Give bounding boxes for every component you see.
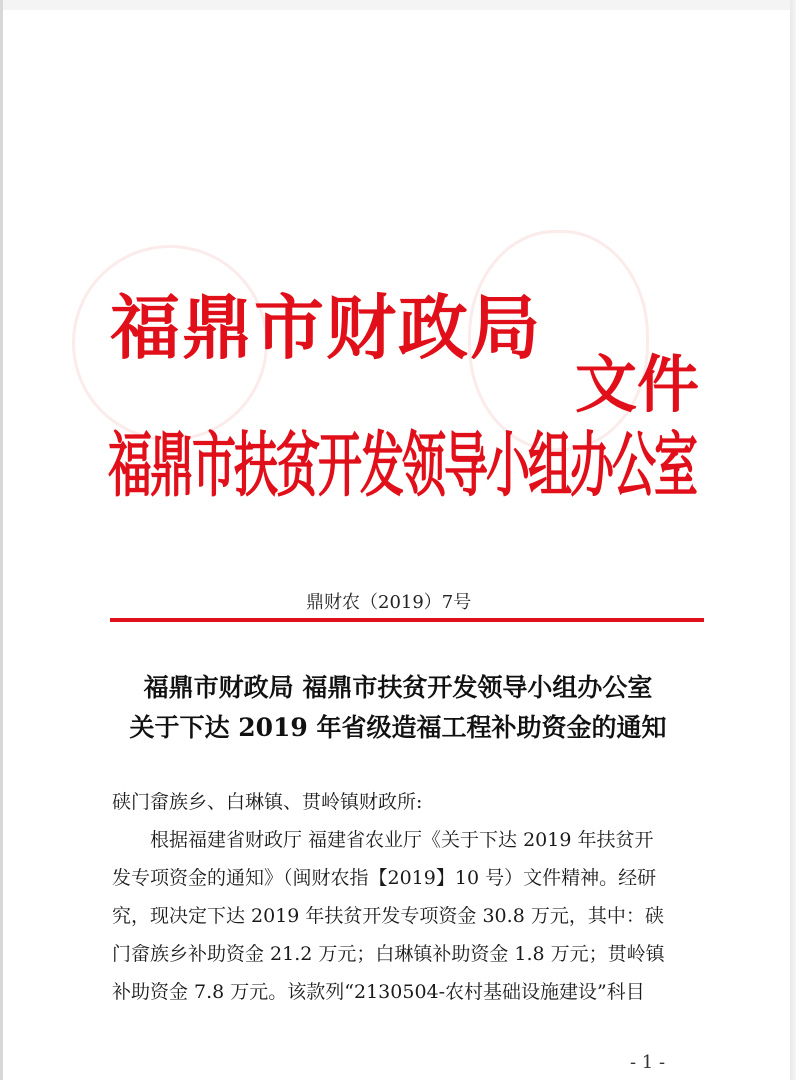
- body-line: 补助资金 7.8 万元。该款列“2130504-农村基础设施建设”科目: [112, 981, 645, 1003]
- document-title-line-1: 福鼎市财政局 福鼎市扶贫开发领导小组办公室: [143, 673, 653, 702]
- document-number: 鼎财农（2019）7号: [306, 592, 472, 613]
- red-divider-line: [110, 618, 704, 622]
- scan-edge-top: [0, 0, 796, 10]
- letterhead-line-1: 福鼎市财政局: [110, 286, 542, 369]
- letterhead-suffix: 文件: [575, 348, 700, 421]
- body-line: 发专项资金的通知》（闽财农指【2019】10 号）文件精神。经研: [112, 867, 657, 889]
- body-line: 根据福建省财政厅 福建省农业厅《关于下达 2019 年扶贫开: [112, 829, 654, 851]
- recipients: 硖门畲族乡、白琳镇、贯岭镇财政所:: [112, 791, 423, 813]
- letterhead-line-2: 福鼎市扶贫开发领导小组办公室: [108, 425, 696, 508]
- page-number: - 1 -: [630, 1052, 666, 1073]
- body-paragraph: [112, 821, 702, 1011]
- document-title-line-2: 关于下达 2019 年省级造福工程补助资金的通知: [129, 713, 667, 742]
- body-line: 究，现决定下达 2019 年扶贫开发专项资金 30.8 万元，其中：硖: [112, 905, 664, 927]
- scan-edge-right: [790, 0, 796, 1080]
- body-line: 门畲族乡补助资金 21.2 万元；白琳镇补助资金 1.8 万元；贯岭镇: [112, 943, 665, 965]
- scan-edge-left: [0, 0, 3, 1080]
